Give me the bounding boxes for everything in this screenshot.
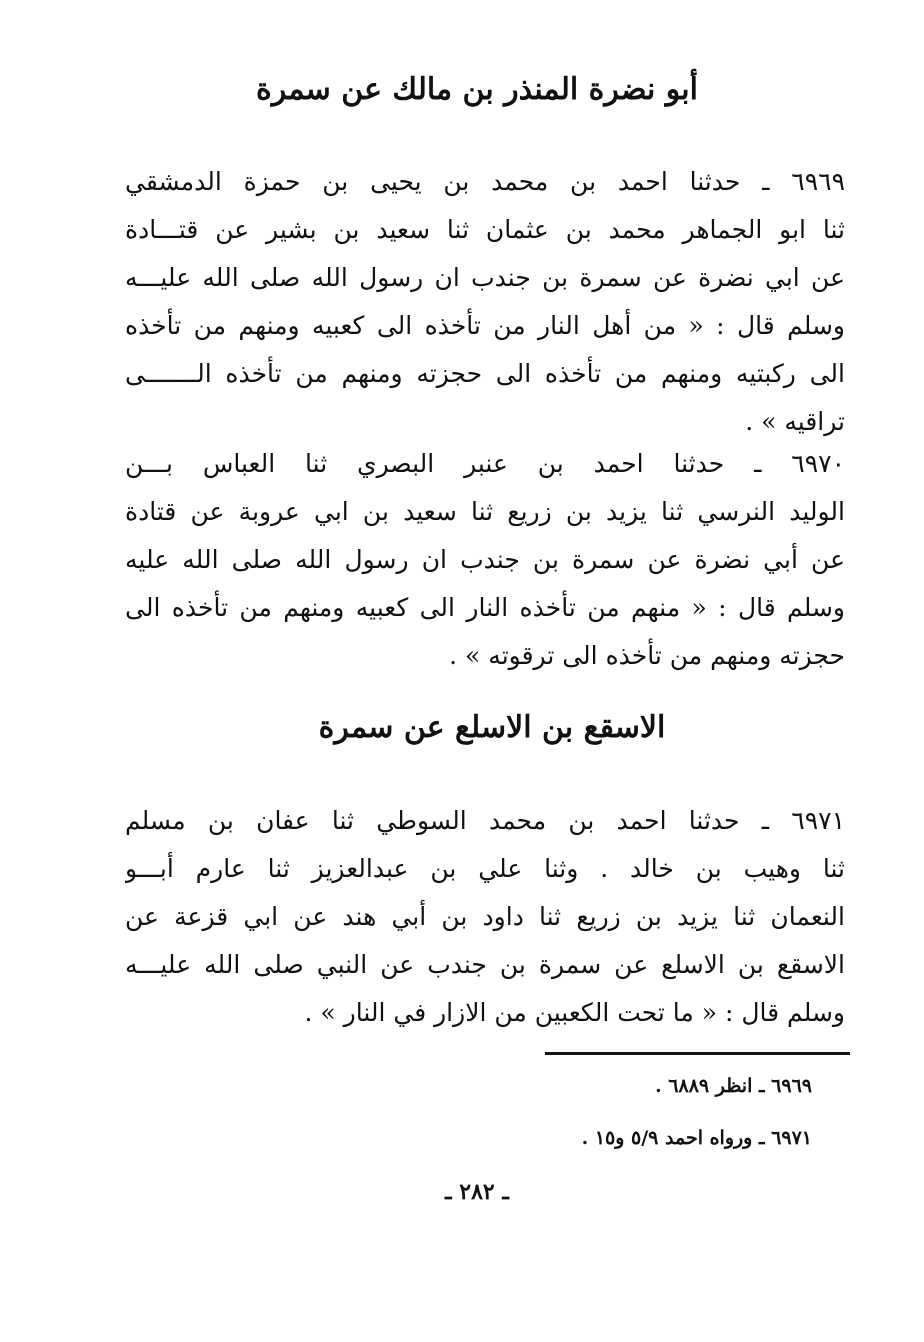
text-line: تراقيه » . [745, 407, 845, 436]
text-line: عن ابي نضرة عن سمرة بن جندب ان رسول الله صلى الله عليـــه [125, 263, 845, 292]
hadith-6969-paragraph [125, 158, 845, 446]
text-line: وسلم قال : « منهم من تأخذه النار الى كعبيه ومنهم من تأخذه الى [125, 593, 845, 622]
footnote-6971: ٦٩٧١ ـ ورواه احمد ٥/٩ و١٥ . [581, 1127, 812, 1149]
text-line: ثنا ابو الجماهر محمد بن عثمان ثنا سعيد بن بشير عن قتـــادة [125, 215, 845, 244]
text-line: ٦٩٦٩ ـ حدثنا احمد بن محمد بن يحيى بن حمزة الدمشقي [125, 167, 845, 196]
text-line: الاسقع بن الاسلع عن سمرة بن جندب عن النبي صلى الله عليـــه [125, 950, 845, 979]
text-line: وسلم قال : « من أهل النار من تأخذه الى كعبيه ومنهم من تأخذه [125, 311, 845, 340]
hadith-6970-paragraph [125, 440, 845, 680]
text-line: ٦٩٧٠ ـ حدثنا احمد بن عنبر البصري ثنا العباس بـــن [125, 449, 845, 478]
text-line: ثنا وهيب بن خالد . وثنا علي بن عبدالعزيز ثنا عارم أبـــو [125, 854, 845, 883]
text-line: حجزته ومنهم من تأخذه الى ترقوته » . [449, 641, 845, 670]
text-line: الى ركبتيه ومنهم من تأخذه الى حجزته ومنهم من تأخذه الـــــــى [125, 359, 845, 388]
footnote-divider [545, 1052, 850, 1055]
section-heading-asqa: الاسقع بن الاسلع عن سمرة [318, 710, 666, 745]
page-number: ـ ٢٨٢ ـ [445, 1179, 509, 1205]
text-line: النعمان ثنا يزيد بن زريع ثنا داود بن أبي هند عن ابي قزعة عن [125, 902, 845, 931]
text-line: عن أبي نضرة عن سمرة بن جندب ان رسول الله صلى الله عليه [125, 545, 845, 574]
section-heading-abu-nadra: أبو نضرة المنذر بن مالك عن سمرة [256, 72, 698, 107]
text-line: ٦٩٧١ ـ حدثنا احمد بن محمد السوطي ثنا عفان بن مسلم [125, 806, 845, 835]
hadith-6971-paragraph [125, 797, 845, 1037]
text-line: وسلم قال : « ما تحت الكعبين من الازار في النار » . [304, 998, 845, 1027]
text-line: الوليد النرسي ثنا يزيد بن زريع ثنا سعيد بن ابي عروبة عن قتادة [125, 497, 845, 526]
footnote-6969: ٦٩٦٩ ـ انظر ٦٨٨٩ . [655, 1075, 812, 1097]
